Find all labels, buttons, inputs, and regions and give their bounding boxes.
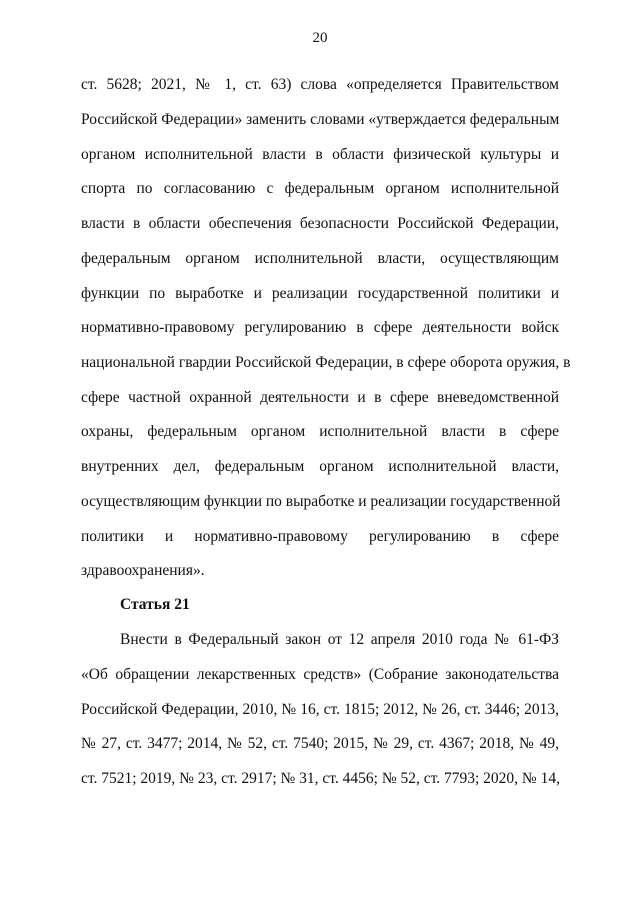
text-line: № 27, ст. 3477; 2014, № 52, ст. 7540; 2015, № 29, ст. 4367; 2018, № 49,: [81, 735, 559, 752]
text-line: национальной гвардии Российской Федерации, в сфере оборота оружия, в: [81, 354, 571, 371]
text-line: Российской Федерации» заменить словами «утверждается федеральным: [81, 111, 560, 128]
text-line: здравоохранения».: [81, 562, 205, 579]
text-line: органом исполнительной власти в области физической культуры и: [81, 146, 559, 163]
page-number: 20: [312, 30, 328, 46]
text-line: «Об обращении лекарственных средств» (Собрание законодательства: [81, 666, 559, 683]
article-heading: Статья 21: [120, 596, 190, 613]
text-line: сфере частной охранной деятельности и в сфере вневедомственной: [81, 389, 559, 406]
text-line: спорта по согласованию с федеральным органом исполнительной: [81, 180, 559, 197]
text-line: Внести в Федеральный закон от 12 апреля 2010 года № 61-ФЗ: [120, 631, 559, 648]
text-line: внутренних дел, федеральным органом исполнительной власти,: [81, 458, 559, 475]
text-line: охраны, федеральным органом исполнительной власти в сфере: [81, 423, 559, 440]
text-line: Российской Федерации, 2010, № 16, ст. 1815; 2012, № 26, ст. 3446; 2013,: [81, 701, 559, 718]
text-line: федеральным органом исполнительной власти, осуществляющим: [81, 250, 559, 267]
text-line: политики и нормативно-правовому регулированию в сфере: [81, 528, 559, 545]
text-line: власти в области обеспечения безопасности Российской Федерации,: [81, 215, 559, 232]
text-line: нормативно-правовому регулированию в сфере деятельности войск: [81, 319, 559, 336]
text-line: осуществляющим функции по выработке и реализации государственной: [81, 493, 561, 510]
text-line: ст. 7521; 2019, № 23, ст. 2917; № 31, ст. 4456; № 52, ст. 7793; 2020, № 14,: [81, 770, 560, 787]
text-line: функции по выработке и реализации государственной политики и: [81, 285, 559, 302]
text-line: ст. 5628; 2021, № 1, ст. 63) слова «определяется Правительством: [81, 76, 559, 93]
